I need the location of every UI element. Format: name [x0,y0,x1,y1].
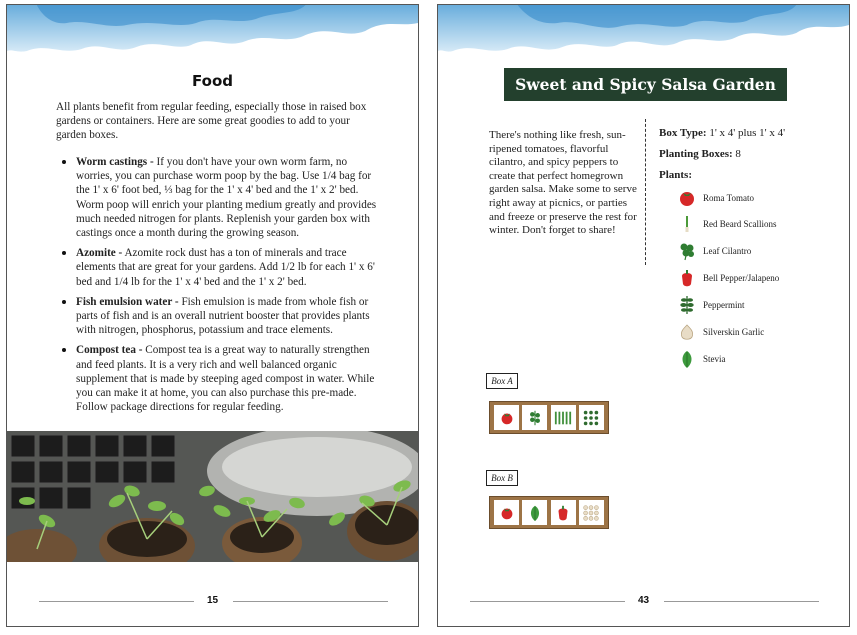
plant-item-pepper [677,268,779,288]
left-page [6,4,419,627]
box-b-cell-garlic [579,500,604,525]
plant-item-garlic [677,322,764,342]
list-item-text: Compost tea is a great way to naturally strengthen and feed plants. It is a very rich and well balanced organic supplement that is made by steeping aged compost in water. While you can make it at home, you can also purchase this pre-made. Follow package directions for regular feeding. [76,344,375,414]
plant-label: Silverskin Garlic [703,327,765,337]
list-item [59,155,377,240]
planting-boxes-row [659,148,839,161]
cilantro-icon [677,241,697,261]
watercolor-header [7,5,418,65]
box-a-cell-peppermint [579,405,604,430]
box-a-cell-scallion [551,405,576,430]
pepper-icon [677,268,697,288]
page-footer [438,595,849,609]
tomato-icon [498,504,516,522]
garden-info [659,127,839,190]
planting-boxes-value: 8 [732,148,741,160]
plant-label: Peppermint [703,300,745,310]
garlic-icon [582,504,600,522]
page-number: 15 [206,595,219,606]
plant-item-stevia [677,349,726,369]
box-type-label: Box Type: [659,127,707,139]
intro-paragraph: All plants benefit from regular feeding, especially those in raised box gardens or containers. Here are some great goodies to add to your garden boxes. [56,101,367,142]
box-b-label: Box B [486,470,518,486]
peppermint-icon [582,409,600,427]
box-a-cell-tomato [494,405,519,430]
tomato-icon [498,409,516,427]
box-a-label: Box A [486,373,518,389]
plant-label: Leaf Cilantro [703,246,752,256]
plant-label: Roma Tomato [703,193,754,203]
list-item [59,246,377,289]
box-type-row [659,127,839,140]
box-a-layout [489,401,609,434]
list-item [59,295,377,338]
plant-item-peppermint [677,295,745,315]
tomato-icon [677,188,697,208]
seedling-photo [7,431,419,562]
box-type-value: 1' x 4' plus 1' x 4' [706,127,786,139]
list-item-text: Azomite rock dust has a ton of minerals and trace elements that are great for your gardens. Add 1/2 lb for each 1' x 6' bed and 1/4 lb for the 1' x 4' bed and the 1' x 2' bed. [76,247,375,288]
garden-title-banner [504,68,787,101]
page-title: Food [192,72,233,90]
stevia-icon [526,504,544,522]
scallion-icon [554,409,572,427]
watercolor-header [438,5,849,65]
box-a-cell-cilantro [522,405,547,430]
box-b-layout [489,496,609,529]
list-item-text: If you don't have your own worm farm, no worries, you can purchase worm poop by the bag. Use 1/4 bag for the 1' x 6' foot bed, ⅓ bag for the 1' x 4' bed and the 1' x 2' bed. Worm poop will enrich your planting medium greatly and provides much needed nitrogen for plants. Replenish your garden box with castings once a month during the growing season. [76,156,377,240]
plants-label: Plants: [659,169,692,181]
list-item-term: Azomite - [76,247,123,260]
plants-row [659,169,839,182]
dotted-divider [645,119,646,265]
plant-item-cilantro [677,241,751,261]
pepper-icon [554,504,572,522]
stevia-icon [677,349,697,369]
list-item [59,343,377,414]
cilantro-icon [526,409,544,427]
plant-item-scallions [677,214,777,234]
box-b-cell-pepper [551,500,576,525]
peppermint-icon [677,295,697,315]
garden-description: There's nothing like fresh, sun-ripened tomatoes, flavorful cilantro, and spicy peppers to create that perfect homegrown garden salsa. Make some to serve right away at picnics, or parties and freeze or preserve the rest for winter. Don't forget to share! [489,129,637,237]
plant-item-roma-tomato [677,188,754,208]
list-item-term: Fish emulsion water - [76,295,179,308]
box-b-cell-stevia [522,500,547,525]
scallion-icon [677,214,697,234]
page-title: Sweet and Spicy Salsa Garden [515,75,776,94]
plant-label: Stevia [703,354,726,364]
page-number: 43 [637,595,650,606]
garlic-icon [677,322,697,342]
box-b-cell-tomato [494,500,519,525]
list-item-term: Compost tea - [76,344,143,357]
page-footer [7,595,418,609]
planting-boxes-label: Planting Boxes: [659,148,733,160]
list-item-term: Worm castings - [76,156,154,168]
right-page [437,4,850,627]
plant-label: Red Beard Scallions [703,219,777,229]
plant-label: Bell Pepper/Jalapeno [703,273,780,283]
list-item-text: Fish emulsion is made from whole fish or parts of fish and is an overall nutrient booster that provides plants with nitrogen, phosphorus, potassium and trace elements. [76,295,370,337]
feeding-list [59,155,377,420]
